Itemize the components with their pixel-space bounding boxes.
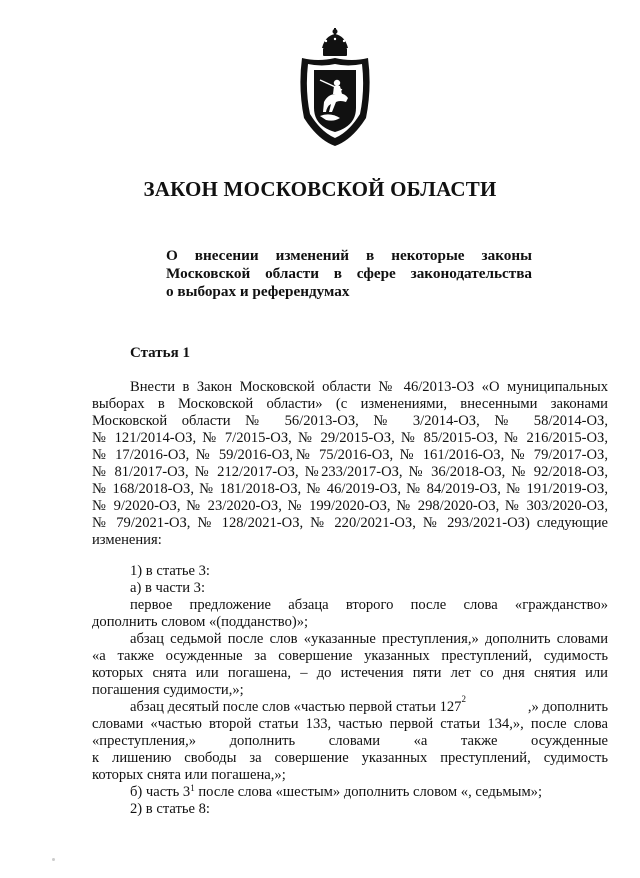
law-subtitle bbox=[166, 247, 532, 301]
body-line: абзац седьмой после слов «указанные преступления,» дополнить словами bbox=[130, 631, 608, 647]
body-line: № 9/2020-ОЗ, № 23/2020-ОЗ, № 199/2020-ОЗ, № 298/2020-ОЗ, № 303/2020-ОЗ, bbox=[92, 498, 608, 514]
body-line bbox=[130, 694, 608, 716]
text-fragment: после слова «шестым» дополнить словом «, седьмым»; bbox=[194, 784, 543, 800]
body-line: выборах в Московской области» (с изменениями, внесенными законами bbox=[92, 396, 608, 412]
superscript: 1 bbox=[190, 783, 195, 793]
body-line: погашения судимости,»; bbox=[92, 682, 244, 698]
body-line: дополнить словом «(подданство)»; bbox=[92, 614, 309, 630]
coat-of-arms-emblem bbox=[290, 28, 380, 148]
body-line: Внести в Закон Московской области № 46/2013-ОЗ «О муниципальных bbox=[130, 379, 608, 395]
body-line: которых снята или погашена,»; bbox=[92, 767, 286, 783]
body-line: изменения: bbox=[92, 532, 162, 548]
body-line: которых снята или погашена, – до истечения пяти лет со дня снятия или bbox=[92, 665, 608, 681]
body-line: Московской области № 56/2013-ОЗ, № 3/2014-ОЗ, № 58/2014-ОЗ, bbox=[92, 413, 608, 429]
body-line: «а также осужденные за совершение указанных преступлений, судимость bbox=[92, 648, 608, 664]
article-heading: Статья 1 bbox=[130, 345, 190, 361]
scan-speck bbox=[52, 858, 55, 861]
body-line: № 79/2021-ОЗ, № 128/2021-ОЗ, № 220/2021-ОЗ, № 293/2021-ОЗ) следующие bbox=[92, 515, 608, 531]
text-fragment: б) часть 3 bbox=[130, 784, 191, 800]
body-line: «преступления,» дополнить словами «а также осужденные bbox=[92, 733, 608, 749]
superscript: 2 bbox=[461, 694, 466, 704]
body-line: к лишению свободы за совершение указанных преступлений, судимость bbox=[92, 750, 608, 766]
body-line: первое предложение абзаца второго после слова «гражданство» bbox=[130, 597, 608, 613]
list-item: 2) в статье 8: bbox=[130, 801, 210, 817]
list-item bbox=[130, 784, 542, 801]
document-title: ЗАКОН МОСКОВСКОЙ ОБЛАСТИ bbox=[143, 177, 497, 201]
text-fragment: абзац десятый после слов «частью первой статьи 127 bbox=[130, 699, 462, 715]
body-line: № 168/2018-ОЗ, № 181/2018-ОЗ, № 46/2019-ОЗ, № 84/2019-ОЗ, № 191/2019-ОЗ, bbox=[92, 481, 608, 497]
body-line: № 121/2014-ОЗ, № 7/2015-ОЗ, № 29/2015-ОЗ, № 85/2015-ОЗ, № 216/2015-ОЗ, bbox=[92, 430, 608, 446]
body-line: № 81/2017-ОЗ, № 212/2017-ОЗ, №233/2017-ОЗ, № 36/2018-ОЗ, № 92/2018-ОЗ, bbox=[92, 464, 608, 480]
subtitle-line: о выборах и референдумах bbox=[166, 283, 350, 300]
list-item: 1) в статье 3: bbox=[130, 563, 210, 579]
subtitle-line: Московской области в сфере законодательства bbox=[166, 265, 532, 282]
body-line: словами «частью второй статьи 133, частью первой статьи 134,», после слова bbox=[92, 716, 608, 732]
list-item: а) в части 3: bbox=[130, 580, 206, 596]
subtitle-line: О внесении изменений в некоторые законы bbox=[166, 247, 532, 264]
body-line: № 17/2016-ОЗ, № 59/2016-ОЗ,№ 75/2016-ОЗ, № 161/2016-ОЗ, № 79/2017-ОЗ, bbox=[92, 447, 608, 463]
text-fragment: ,» дополнить bbox=[527, 699, 608, 715]
